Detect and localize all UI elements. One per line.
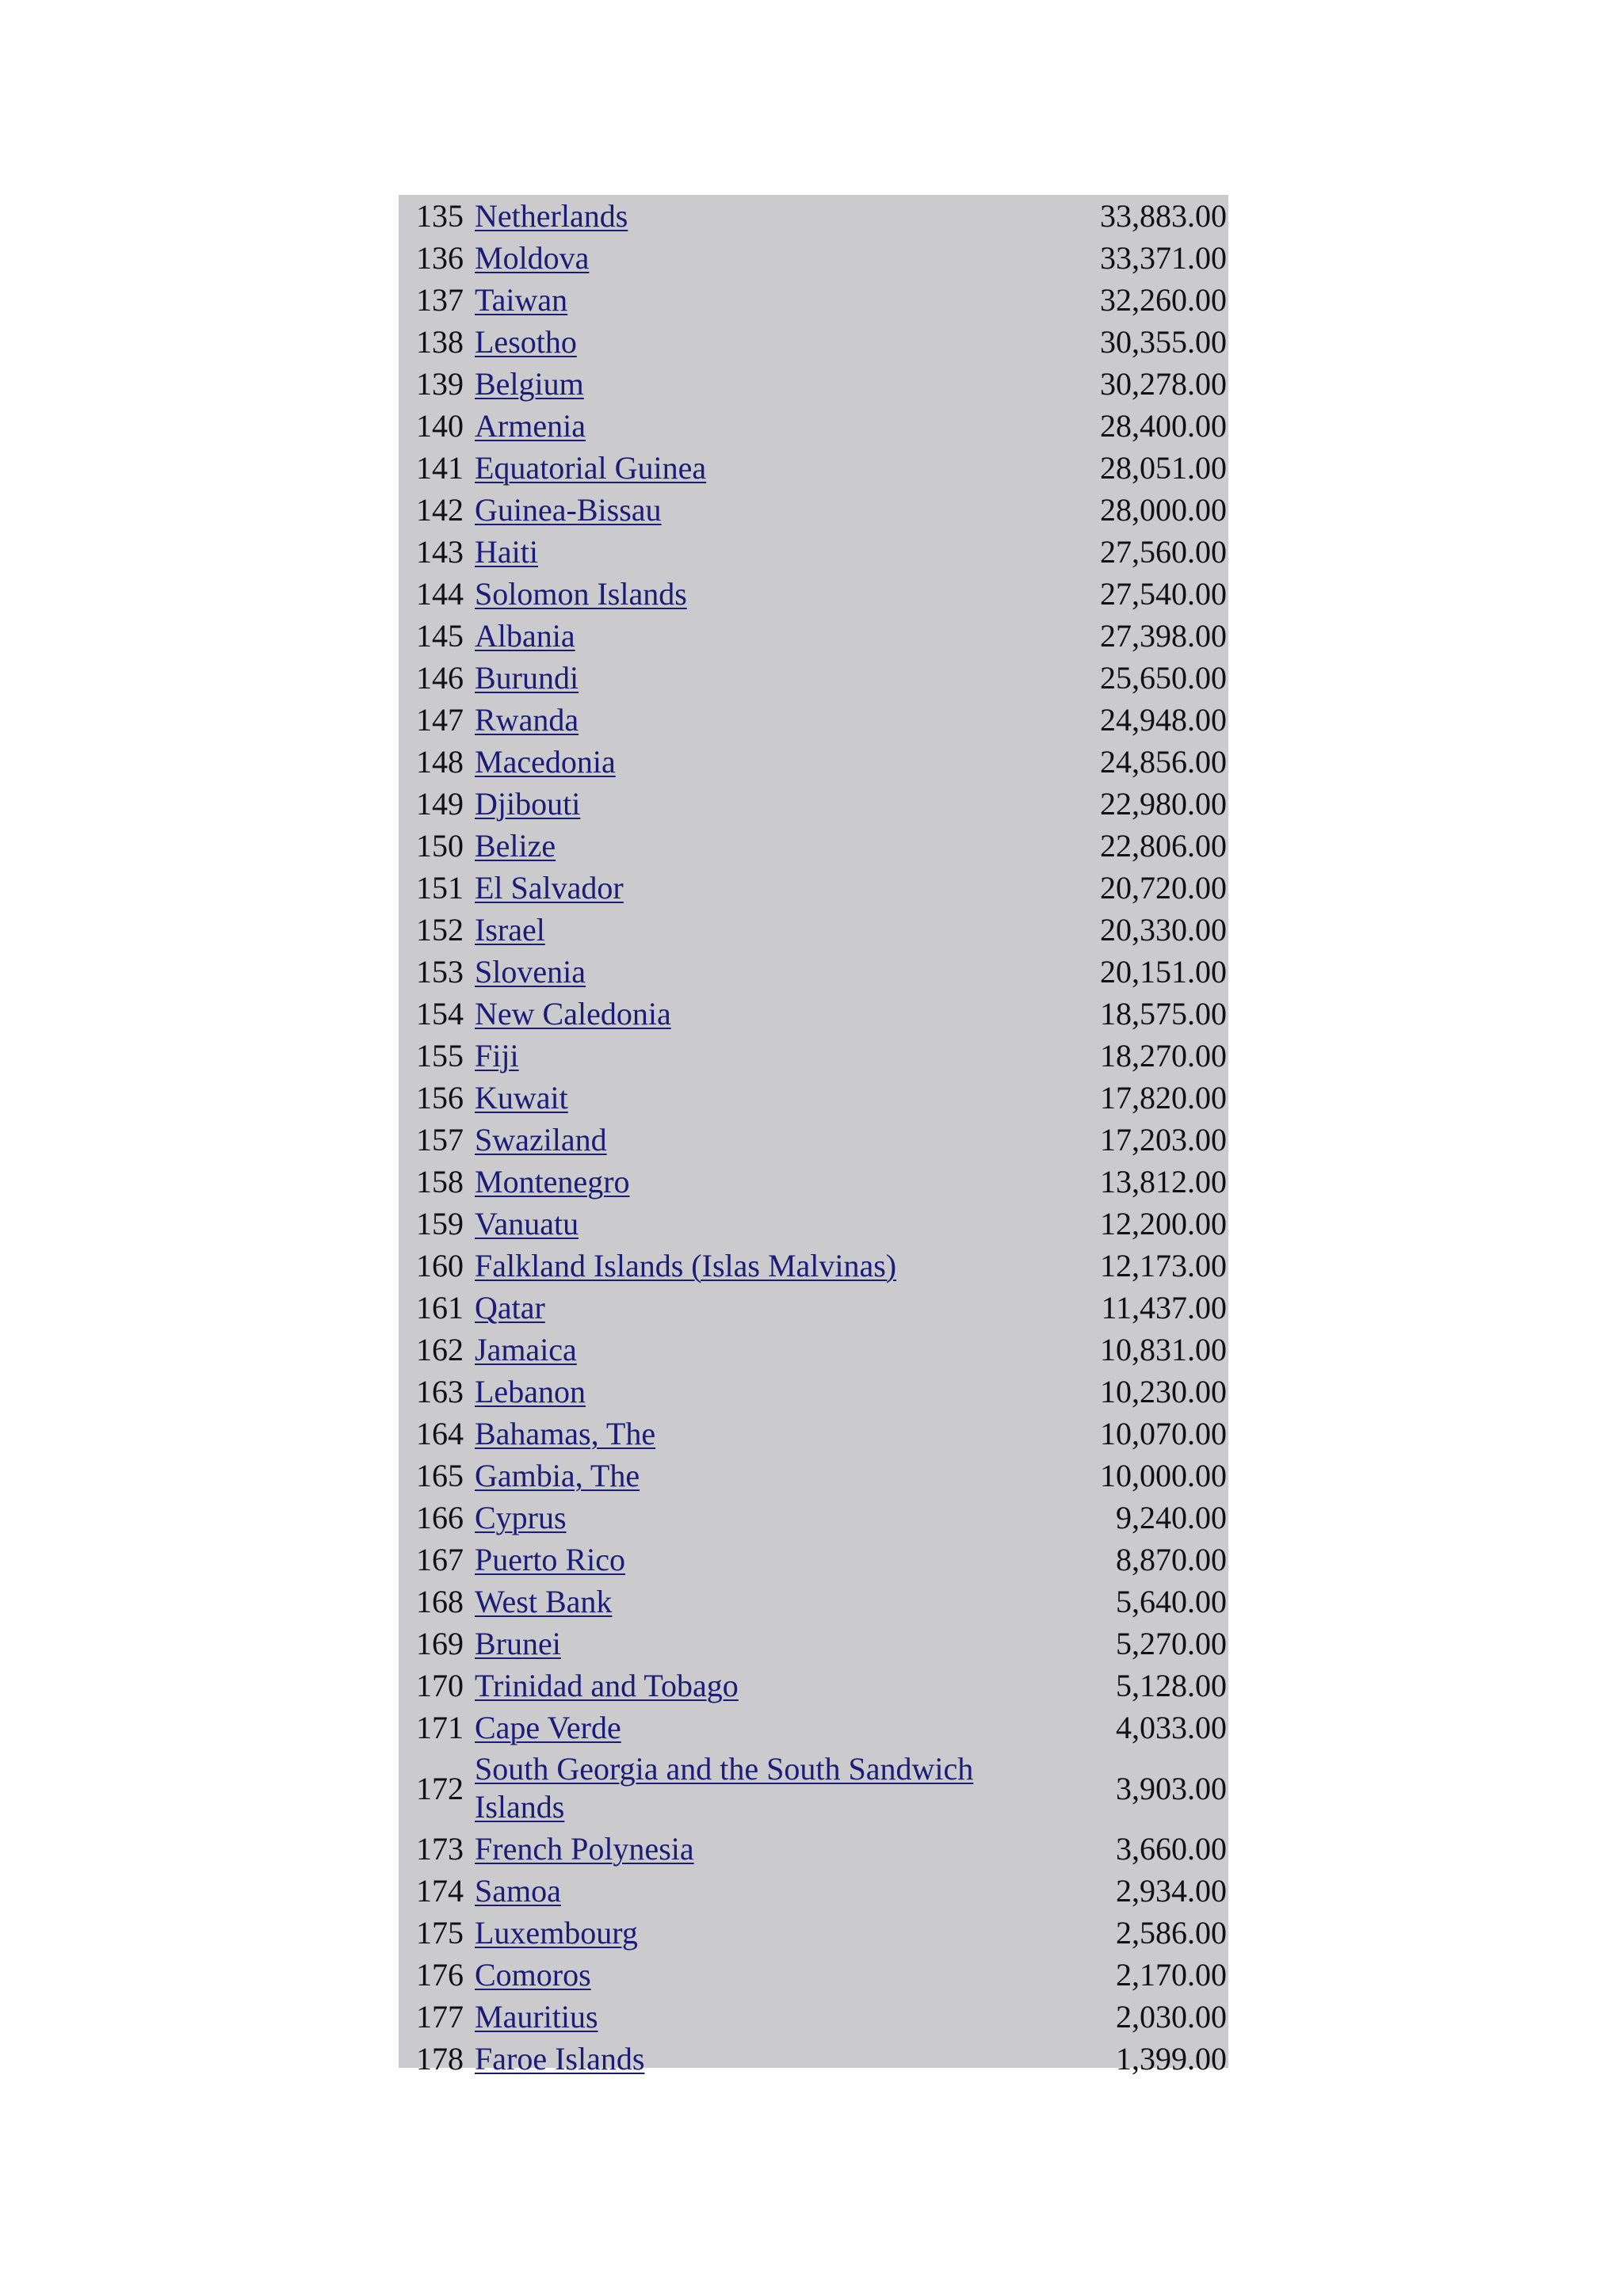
country-link[interactable]: Montenegro [475,1163,630,1199]
table-row [399,1707,1228,1749]
rank-cell: 140 [416,408,464,444]
country-link[interactable]: Trinidad and Tobago [475,1667,739,1703]
country-link[interactable]: Belize [475,827,556,864]
country-cell [475,1035,1014,1077]
rank-cell: 163 [416,1374,464,1409]
country-link[interactable]: Brunei [475,1625,561,1661]
rank-cell: 172 [416,1770,464,1806]
rank-cell: 141 [416,450,464,486]
country-link[interactable]: Armenia [475,407,586,444]
rank-cell: 165 [416,1458,464,1493]
country-link[interactable]: Belgium [475,365,584,402]
table-row [399,1413,1228,1455]
table-row [399,1119,1228,1161]
value-cell: 2,586.00 [1116,1915,1227,1951]
country-cell [475,2038,1014,2080]
country-link[interactable]: Slovenia [475,953,586,990]
country-cell [475,405,1014,447]
country-cell [475,951,1014,993]
table-row [399,2038,1228,2080]
value-cell: 12,200.00 [1100,1206,1227,1241]
country-cell [475,1455,1014,1497]
value-cell: 18,575.00 [1100,996,1227,1032]
table-row [399,1371,1228,1413]
table-row [399,993,1228,1035]
value-cell: 20,330.00 [1100,912,1227,948]
rank-cell: 145 [416,618,464,654]
value-cell: 10,070.00 [1100,1416,1227,1451]
table-row [399,405,1228,447]
value-cell: 27,560.00 [1100,534,1227,570]
table-row [399,1455,1228,1497]
table-row [399,1203,1228,1245]
table-row [399,1497,1228,1539]
rank-cell: 162 [416,1332,464,1367]
value-cell: 9,240.00 [1116,1500,1227,1535]
table-row [399,1581,1228,1623]
country-cell [475,237,1014,279]
table-row [399,909,1228,951]
country-link[interactable]: Djibouti [475,785,581,822]
table-row [399,615,1228,657]
table-row [399,279,1228,321]
country-link[interactable]: Israel [475,911,545,948]
rank-cell: 155 [416,1038,464,1074]
rank-cell: 154 [416,996,464,1032]
country-cell [475,615,1014,657]
country-link[interactable]: Solomon Islands [475,575,687,612]
country-cell [475,1539,1014,1581]
country-link[interactable]: Cyprus [475,1499,567,1535]
value-cell: 2,030.00 [1116,1999,1227,2035]
table-row [399,1077,1228,1119]
country-link[interactable]: Fiji [475,1037,519,1074]
table-row [399,531,1228,573]
country-link[interactable]: French Polynesia [475,1830,694,1867]
country-link[interactable]: Qatar [475,1289,545,1325]
rank-cell: 143 [416,534,464,570]
value-cell: 3,660.00 [1116,1831,1227,1867]
country-link[interactable]: Lebanon [475,1373,586,1409]
country-cell [475,195,1014,237]
table-row [399,1870,1228,1912]
table-rows [399,195,1228,2080]
rank-cell: 158 [416,1164,464,1199]
value-cell: 22,806.00 [1100,828,1227,864]
rank-cell: 174 [416,1873,464,1909]
country-cell [475,1077,1014,1119]
rank-cell: 149 [416,786,464,822]
table-row [399,825,1228,867]
value-cell: 5,270.00 [1116,1626,1227,1661]
rank-cell: 173 [416,1831,464,1867]
value-cell: 30,355.00 [1100,324,1227,360]
rank-cell: 167 [416,1542,464,1577]
country-cell [475,279,1014,321]
country-cell [475,1665,1014,1707]
table-row [399,951,1228,993]
rank-cell: 168 [416,1584,464,1619]
value-cell: 10,831.00 [1100,1332,1227,1367]
country-cell [475,321,1014,363]
country-link[interactable]: Guinea-Bissau [475,491,662,528]
table-row [399,1749,1228,1828]
country-cell [475,1371,1014,1413]
rank-cell: 170 [416,1668,464,1703]
rank-cell: 138 [416,324,464,360]
rank-cell: 146 [416,660,464,696]
country-link[interactable]: Puerto Rico [475,1541,625,1577]
country-link[interactable]: Comoros [475,1956,591,1993]
rank-cell: 171 [416,1710,464,1745]
rank-cell: 160 [416,1248,464,1283]
country-link[interactable]: El Salvador [475,869,624,906]
country-link[interactable]: Jamaica [475,1331,577,1367]
country-link[interactable]: Albania [475,617,575,654]
country-cell [475,489,1014,531]
table-row [399,1954,1228,1996]
table-row [399,1287,1228,1329]
country-cell [475,1203,1014,1245]
rank-cell: 177 [416,1999,464,2035]
country-cell [475,1119,1014,1161]
country-link[interactable]: Swaziland [475,1121,607,1158]
country-cell [475,1581,1014,1623]
country-cell [475,1912,1014,1954]
value-cell: 28,400.00 [1100,408,1227,444]
value-cell: 1,399.00 [1116,2041,1227,2077]
table-row [399,783,1228,825]
country-link[interactable]: Vanuatu [475,1205,579,1241]
table-row [399,699,1228,741]
country-cell [475,531,1014,573]
value-cell: 10,000.00 [1100,1458,1227,1493]
table-row [399,1245,1228,1287]
table-row [399,573,1228,615]
country-link[interactable]: Mauritius [475,1998,598,2035]
country-link[interactable]: Luxembourg [475,1914,638,1951]
rank-cell: 178 [416,2041,464,2077]
country-cell [475,909,1014,951]
value-cell: 27,398.00 [1100,618,1227,654]
rank-cell: 161 [416,1290,464,1325]
table-row [399,1035,1228,1077]
country-cell [475,1623,1014,1665]
country-link[interactable]: West Bank [475,1583,613,1619]
country-cell [475,1161,1014,1203]
value-cell: 2,170.00 [1116,1957,1227,1993]
value-cell: 11,437.00 [1101,1290,1227,1325]
value-cell: 24,948.00 [1100,702,1227,738]
rank-cell: 150 [416,828,464,864]
rank-cell: 166 [416,1500,464,1535]
rank-cell: 152 [416,912,464,948]
table-row [399,1828,1228,1870]
country-link[interactable]: Burundi [475,659,579,696]
value-cell: 24,856.00 [1100,744,1227,780]
table-row [399,1161,1228,1203]
value-cell: 32,260.00 [1100,282,1227,318]
country-link[interactable]: South Georgia and the South Sandwich Islands [475,1751,974,1825]
rank-cell: 142 [416,492,464,528]
country-table [399,195,1228,2077]
value-cell: 3,903.00 [1116,1770,1227,1806]
rank-cell: 169 [416,1626,464,1661]
rank-cell: 151 [416,870,464,906]
country-cell [475,363,1014,405]
table-row [399,657,1228,699]
country-cell [475,867,1014,909]
country-cell [475,699,1014,741]
value-cell: 5,128.00 [1116,1668,1227,1703]
rank-cell: 159 [416,1206,464,1241]
table-row [399,741,1228,783]
value-cell: 4,033.00 [1116,1710,1227,1745]
table-row [399,1996,1228,2038]
table-row [399,867,1228,909]
country-link[interactable]: Rwanda [475,701,579,738]
value-cell: 8,870.00 [1116,1542,1227,1577]
rank-cell: 148 [416,744,464,780]
rank-cell: 157 [416,1122,464,1158]
table-row [399,363,1228,405]
value-cell: 28,051.00 [1100,450,1227,486]
country-cell [475,1329,1014,1371]
country-link[interactable]: Falkland Islands (Islas Malvinas) [475,1247,897,1283]
table-row [399,1623,1228,1665]
value-cell: 20,720.00 [1100,870,1227,906]
country-link[interactable]: Lesotho [475,323,577,360]
country-cell [475,1828,1014,1870]
country-link[interactable]: Samoa [475,1872,561,1909]
rank-cell: 136 [416,240,464,276]
value-cell: 13,812.00 [1100,1164,1227,1199]
rank-cell: 176 [416,1957,464,1993]
table-row [399,447,1228,489]
rank-cell: 147 [416,702,464,738]
country-cell [475,1870,1014,1912]
rank-cell: 137 [416,282,464,318]
country-cell [475,447,1014,489]
value-cell: 20,151.00 [1100,954,1227,990]
table-row [399,489,1228,531]
value-cell: 18,270.00 [1100,1038,1227,1074]
value-cell: 33,883.00 [1100,198,1227,234]
value-cell: 17,203.00 [1100,1122,1227,1158]
rank-cell: 156 [416,1080,464,1116]
rank-cell: 144 [416,576,464,612]
table-row [399,1329,1228,1371]
table-row [399,1665,1228,1707]
value-cell: 5,640.00 [1116,1584,1227,1619]
rank-cell: 175 [416,1915,464,1951]
country-cell [475,741,1014,783]
country-cell [475,1707,1014,1749]
table-row [399,1539,1228,1581]
country-cell [475,657,1014,699]
country-link[interactable]: Cape Verde [475,1709,621,1745]
country-link[interactable]: Faroe Islands [475,2040,645,2077]
country-link[interactable]: Moldova [475,239,590,276]
country-link[interactable]: Equatorial Guinea [475,449,707,486]
value-cell: 27,540.00 [1100,576,1227,612]
value-cell: 22,980.00 [1100,786,1227,822]
country-cell [475,825,1014,867]
country-cell [475,1287,1014,1329]
value-cell: 2,934.00 [1116,1873,1227,1909]
country-cell [475,993,1014,1035]
table-row [399,237,1228,279]
country-link[interactable]: New Caledonia [475,995,671,1032]
rank-cell: 153 [416,954,464,990]
table-row [399,1912,1228,1954]
country-link[interactable]: Netherlands [475,197,628,234]
value-cell: 17,820.00 [1100,1080,1227,1116]
country-cell [475,783,1014,825]
country-cell [475,1413,1014,1455]
value-cell: 10,230.00 [1100,1374,1227,1409]
country-cell [475,573,1014,615]
value-cell: 25,650.00 [1100,660,1227,696]
rank-cell: 139 [416,366,464,402]
country-link[interactable]: Gambia, The [475,1457,640,1493]
rank-cell: 164 [416,1416,464,1451]
value-cell: 33,371.00 [1100,240,1227,276]
country-cell [475,1497,1014,1539]
country-link[interactable]: Haiti [475,533,538,570]
country-link[interactable]: Macedonia [475,743,616,780]
rank-cell: 135 [416,198,464,234]
value-cell: 12,173.00 [1100,1248,1227,1283]
country-cell [475,1954,1014,1996]
country-link[interactable]: Taiwan [475,281,568,318]
country-link[interactable]: Kuwait [475,1079,568,1116]
value-cell: 30,278.00 [1100,366,1227,402]
table-row [399,195,1228,237]
country-link[interactable]: Bahamas, The [475,1415,656,1451]
country-cell [475,1245,1014,1287]
country-cell [475,1996,1014,2038]
table-row [399,321,1228,363]
value-cell: 28,000.00 [1100,492,1227,528]
country-cell [475,1749,1014,1828]
